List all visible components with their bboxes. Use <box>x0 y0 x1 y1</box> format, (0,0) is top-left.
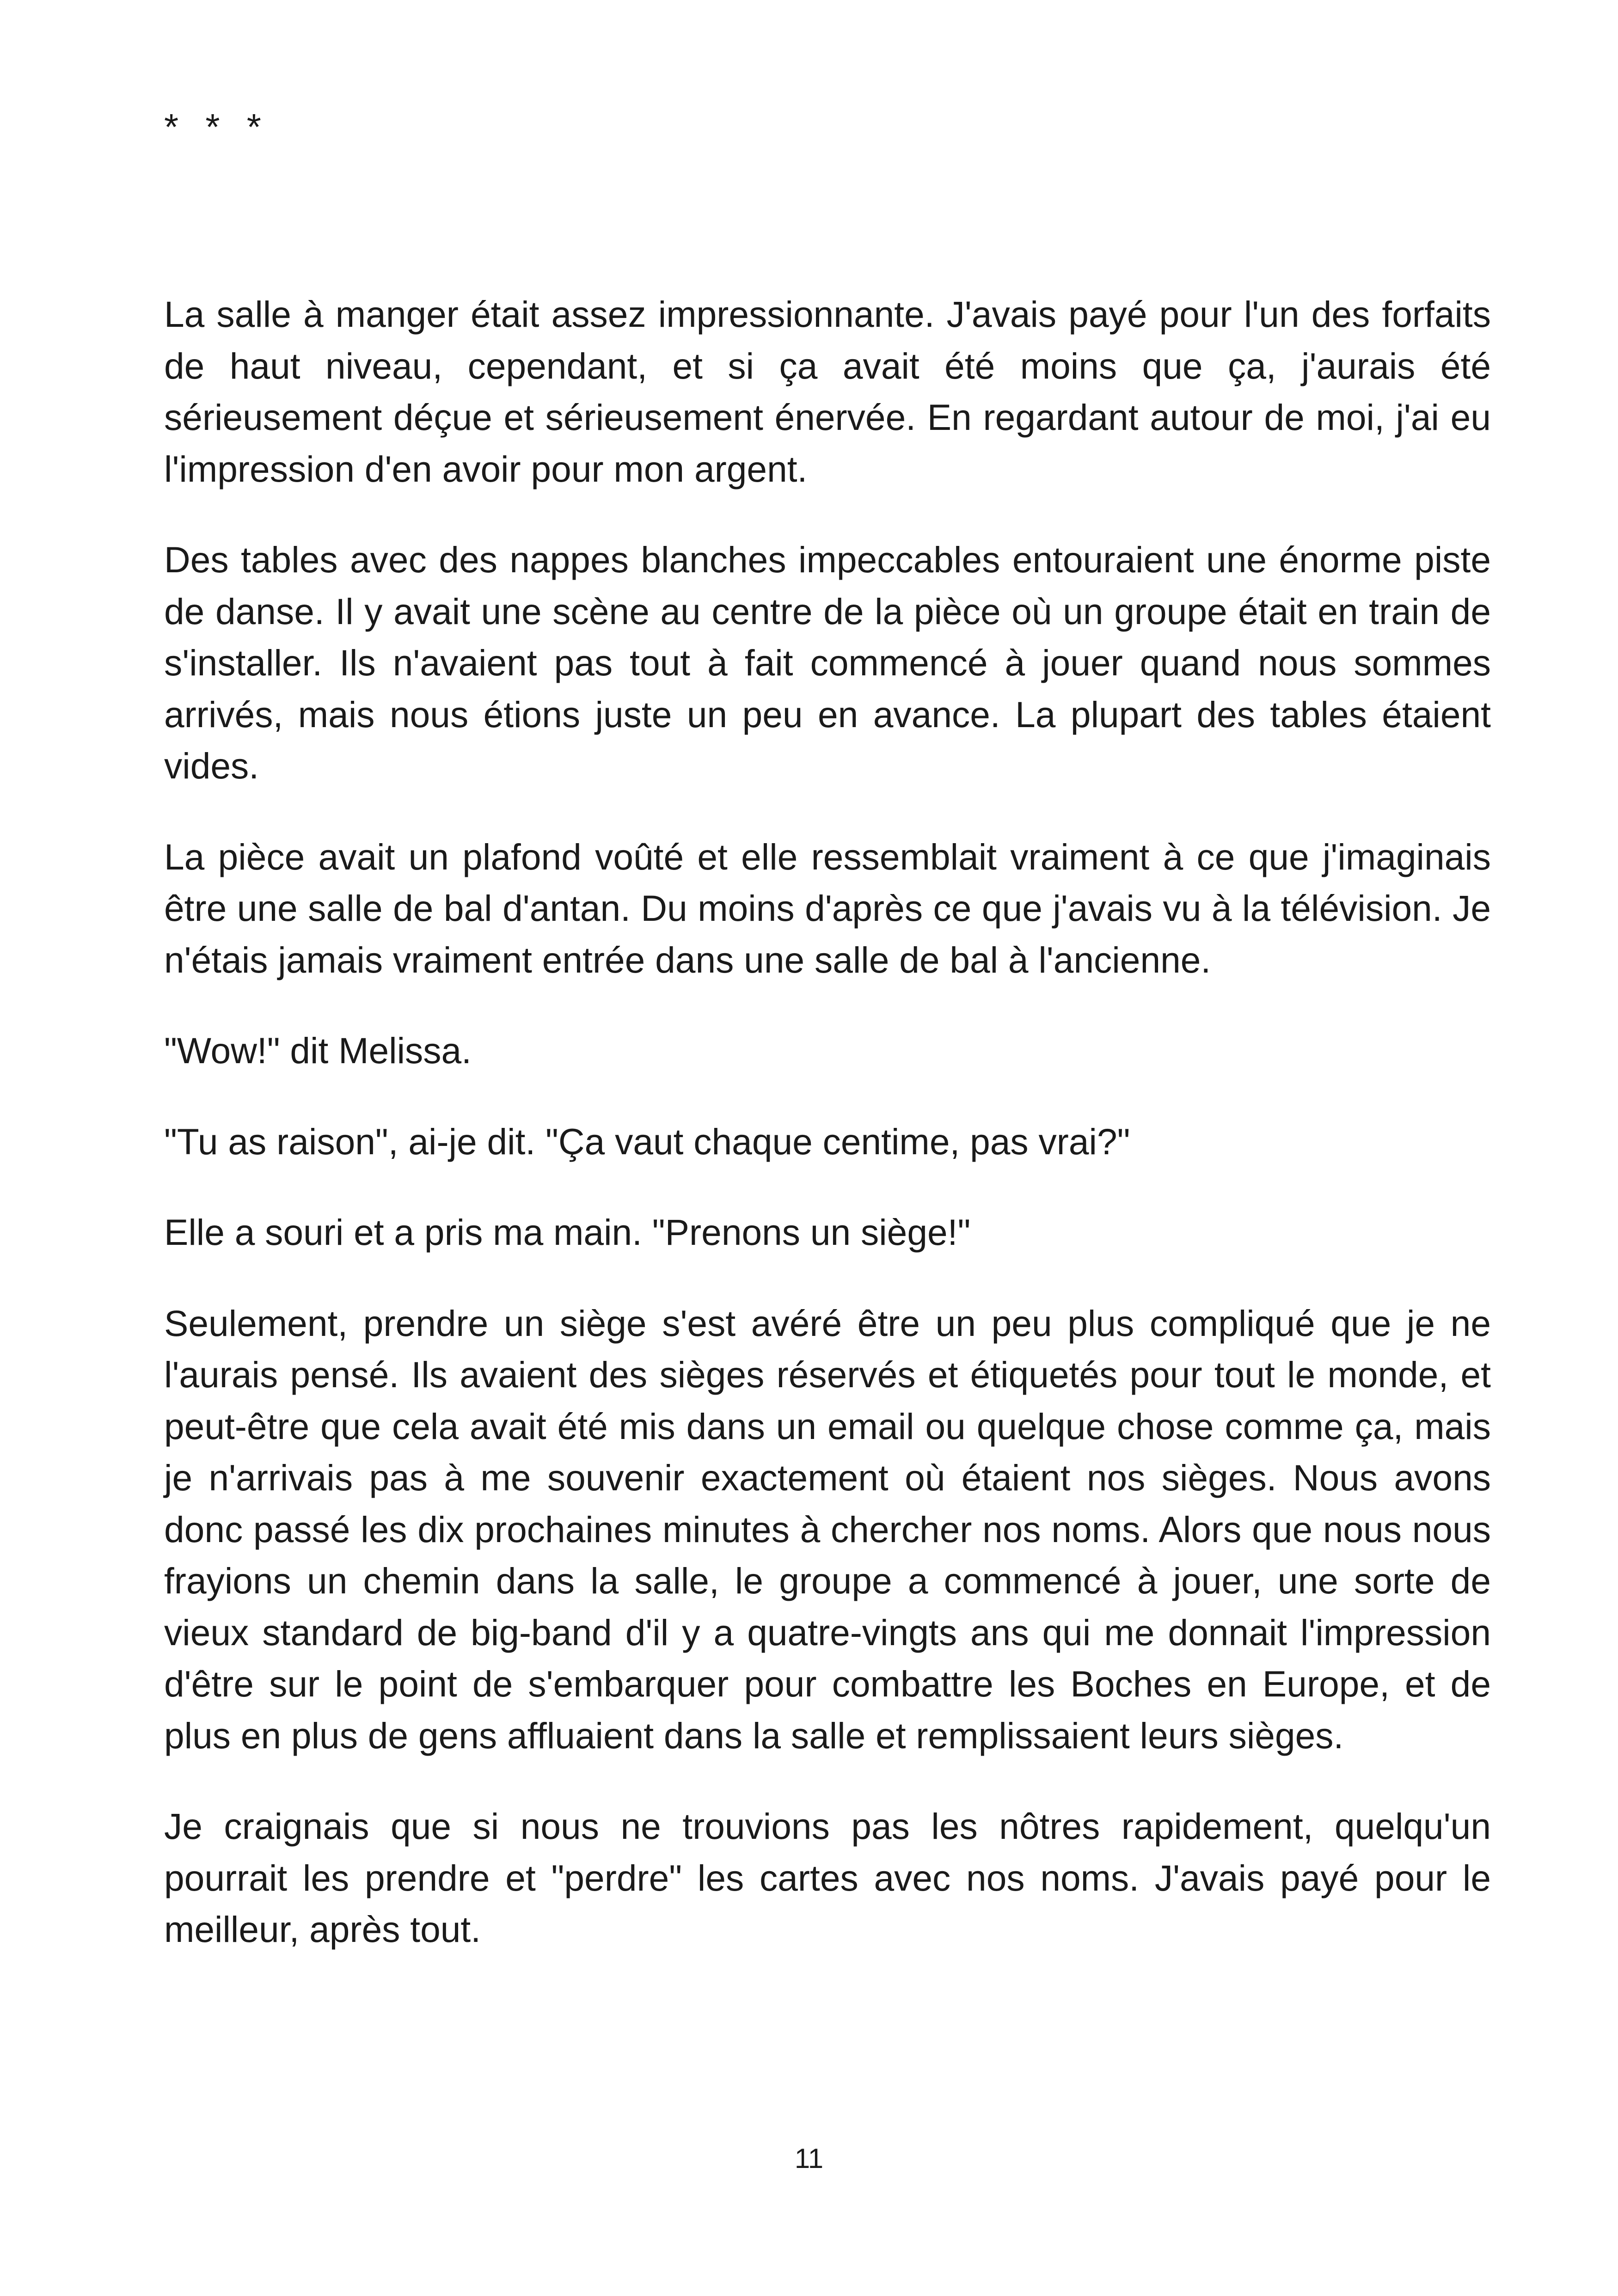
section-separator: * * * <box>164 106 270 147</box>
paragraph: La pièce avait un plafond voûté et elle ressemblait vraiment à ce que j'imaginais être une salle de bal d'antan. Du moins d'après ce que j'avais vu à la télévision. Je n'étais jamais vraiment entrée dans une salle de bal à l'ancienne. <box>164 836 1491 980</box>
paragraph: Des tables avec des nappes blanches impeccables entouraient une énorme piste de danse. Il y avait une scène au centre de la pièce où un groupe était en train de s'installer. Ils n'avaient pas tout à fait commencé à jouer quand nous sommes arrivés, mais nous étions juste un peu en avance. La plupart des tables étaient vides. <box>164 539 1491 786</box>
paragraph: La salle à manger était assez impressionnante. J'avais payé pour l'un des forfaits de haut niveau, cependant, et si ça avait été moins que ça, j'aurais été sérieusement déçue et sérieusement énervée. En regardant autour de moi, j'ai eu l'impression d'en avoir pour mon argent. <box>164 294 1491 490</box>
page-number: 11 <box>794 2143 824 2174</box>
paragraph: Je craignais que si nous ne trouvions pas les nôtres rapidement, quelqu'un pourrait les prendre et "perdre" les cartes avec nos noms. J'avais payé pour le meilleur, après tout. <box>164 1806 1491 1950</box>
body-text <box>164 289 1491 1995</box>
paragraph: Seulement, prendre un siège s'est avéré être un peu plus compliqué que je ne l'aurais pensé. Ils avaient des sièges réservés et étiquetés pour tout le monde, et peut-être que cela avait été mis dans un email ou quelque chose comme ça, mais je n'arrivais pas à me souvenir exactement où étaient nos sièges. Nous avons donc passé les dix prochaines minutes à chercher nos noms. Alors que nous nous frayions un chemin dans la salle, le groupe a commencé à jouer, une sorte de vieux standard de big-band d'il y a quatre-vingts ans qui me donnait l'impression d'être sur le point de s'embarquer pour combattre les Boches en Europe, et de plus en plus de gens affluaient dans la salle et remplissaient leurs sièges. <box>164 1303 1491 1756</box>
paragraph: Elle a souri et a pris ma main. "Prenons un siège!" <box>164 1212 971 1253</box>
paragraph: "Tu as raison", ai-je dit. "Ça vaut chaque centime, pas vrai?" <box>164 1121 1130 1162</box>
paragraph: "Wow!" dit Melissa. <box>164 1030 472 1071</box>
